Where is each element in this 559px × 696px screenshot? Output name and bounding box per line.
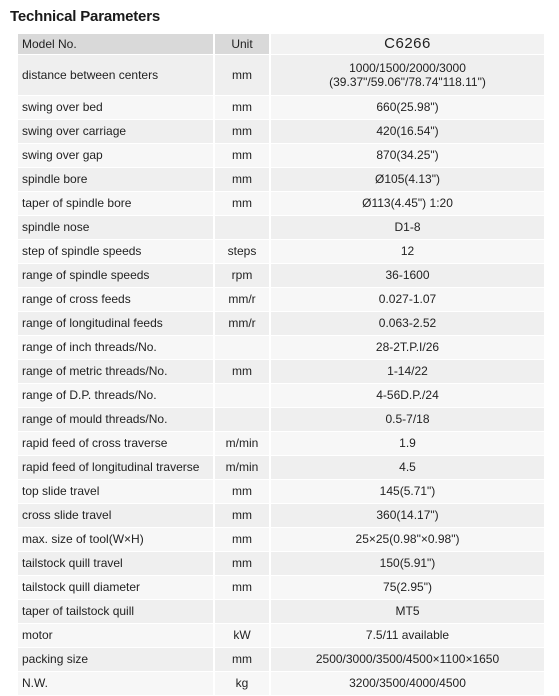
table-row [18, 384, 544, 408]
parameter-value: 420(16.54") [270, 120, 544, 144]
table-row [18, 600, 544, 624]
parameter-name: spindle nose [18, 216, 214, 240]
parameter-value: 360(14.17") [270, 504, 544, 528]
table-row [18, 144, 544, 168]
parameter-value: 1.9 [270, 432, 544, 456]
parameter-name: swing over bed [18, 96, 214, 120]
parameter-value: 25×25(0.98"×0.98") [270, 528, 544, 552]
parameter-unit: m/min [214, 432, 270, 456]
parameter-unit: mm [214, 528, 270, 552]
parameter-value: 7.5/11 available [270, 624, 544, 648]
parameter-value: Ø105(4.13") [270, 168, 544, 192]
header-unit-label: Unit [214, 34, 270, 55]
parameter-name: cross slide travel [18, 504, 214, 528]
parameter-name: max. size of tool(W×H) [18, 528, 214, 552]
parameter-name: spindle bore [18, 168, 214, 192]
parameter-value: Ø113(4.45") 1:20 [270, 192, 544, 216]
parameter-name: range of cross feeds [18, 288, 214, 312]
header-model-label: Model No. [18, 34, 214, 55]
table-row [18, 552, 544, 576]
table-row [18, 624, 544, 648]
table-row [18, 264, 544, 288]
parameter-value: 4.5 [270, 456, 544, 480]
parameter-unit [214, 216, 270, 240]
parameter-value: 2500/3000/3500/4500×1100×1650 [270, 648, 544, 672]
parameter-unit: mm [214, 96, 270, 120]
parameter-value-line2: (39.37"/59.06"/78.74"118.11") [329, 75, 486, 89]
parameter-unit: mm [214, 504, 270, 528]
parameter-name: packing size [18, 648, 214, 672]
parameter-value: 75(2.95") [270, 576, 544, 600]
table-row [18, 96, 544, 120]
table-row [18, 672, 544, 696]
parameter-unit: kW [214, 624, 270, 648]
parameter-value: 145(5.71") [270, 480, 544, 504]
parameter-value: 870(34.25") [270, 144, 544, 168]
parameter-name: taper of spindle bore [18, 192, 214, 216]
table-row [18, 576, 544, 600]
table-row [18, 480, 544, 504]
parameter-value [270, 55, 544, 96]
parameter-unit: mm [214, 144, 270, 168]
parameter-unit: mm [214, 480, 270, 504]
parameter-value: 12 [270, 240, 544, 264]
parameter-unit: mm [214, 55, 270, 96]
parameter-unit: mm [214, 192, 270, 216]
header-model-value: C6266 [270, 34, 544, 55]
table-row [18, 120, 544, 144]
parameter-name: motor [18, 624, 214, 648]
table-row [18, 504, 544, 528]
table-row [18, 408, 544, 432]
parameter-unit: mm [214, 168, 270, 192]
page-title: Technical Parameters [10, 8, 160, 25]
parameter-value-line1: 1000/1500/2000/3000 [349, 60, 466, 75]
parameter-unit: steps [214, 240, 270, 264]
parameter-name: swing over gap [18, 144, 214, 168]
parameter-name: range of metric threads/No. [18, 360, 214, 384]
parameter-unit [214, 408, 270, 432]
parameter-unit [214, 600, 270, 624]
parameter-name: rapid feed of cross traverse [18, 432, 214, 456]
table-row [18, 240, 544, 264]
parameter-unit: mm [214, 648, 270, 672]
table-row [18, 288, 544, 312]
table-row [18, 360, 544, 384]
parameter-value: 0.063-2.52 [270, 312, 544, 336]
table-row [18, 648, 544, 672]
table-row [18, 55, 544, 96]
parameter-unit: mm [214, 552, 270, 576]
parameter-value: D1-8 [270, 216, 544, 240]
table-row [18, 456, 544, 480]
parameter-value: 36-1600 [270, 264, 544, 288]
parameter-unit: mm/r [214, 288, 270, 312]
table-row [18, 432, 544, 456]
parameter-name: swing over carriage [18, 120, 214, 144]
parameter-unit [214, 336, 270, 360]
technical-parameters-table [18, 34, 544, 696]
parameter-unit: kg [214, 672, 270, 696]
parameter-name: tailstock quill travel [18, 552, 214, 576]
parameter-unit: mm [214, 576, 270, 600]
parameter-name: range of longitudinal feeds [18, 312, 214, 336]
parameter-name: range of inch threads/No. [18, 336, 214, 360]
parameter-value: 3200/3500/4000/4500 [270, 672, 544, 696]
table-header-row [18, 34, 544, 55]
parameter-name: step of spindle speeds [18, 240, 214, 264]
parameter-name: top slide travel [18, 480, 214, 504]
parameter-value: 150(5.91") [270, 552, 544, 576]
parameter-value: 0.5-7/18 [270, 408, 544, 432]
parameter-name: N.W. [18, 672, 214, 696]
parameter-name: rapid feed of longitudinal traverse [18, 456, 214, 480]
parameter-value: MT5 [270, 600, 544, 624]
table-row [18, 216, 544, 240]
parameter-value: 1-14/22 [270, 360, 544, 384]
parameter-unit [214, 384, 270, 408]
parameter-value: 0.027-1.07 [270, 288, 544, 312]
parameter-value: 660(25.98") [270, 96, 544, 120]
table-row [18, 192, 544, 216]
table-row [18, 312, 544, 336]
table-row [18, 336, 544, 360]
parameter-name: distance between centers [18, 55, 214, 96]
parameter-unit: mm [214, 120, 270, 144]
parameter-name: range of D.P. threads/No. [18, 384, 214, 408]
parameter-value: 4-56D.P./24 [270, 384, 544, 408]
parameter-name: tailstock quill diameter [18, 576, 214, 600]
parameter-unit: rpm [214, 264, 270, 288]
parameter-unit: mm/r [214, 312, 270, 336]
table-row [18, 528, 544, 552]
parameter-name: taper of tailstock quill [18, 600, 214, 624]
table-row [18, 168, 544, 192]
parameter-unit: m/min [214, 456, 270, 480]
parameter-unit: mm [214, 360, 270, 384]
table-body [18, 34, 544, 696]
parameter-name: range of spindle speeds [18, 264, 214, 288]
parameter-name: range of mould threads/No. [18, 408, 214, 432]
parameter-value: 28-2T.P.I/26 [270, 336, 544, 360]
